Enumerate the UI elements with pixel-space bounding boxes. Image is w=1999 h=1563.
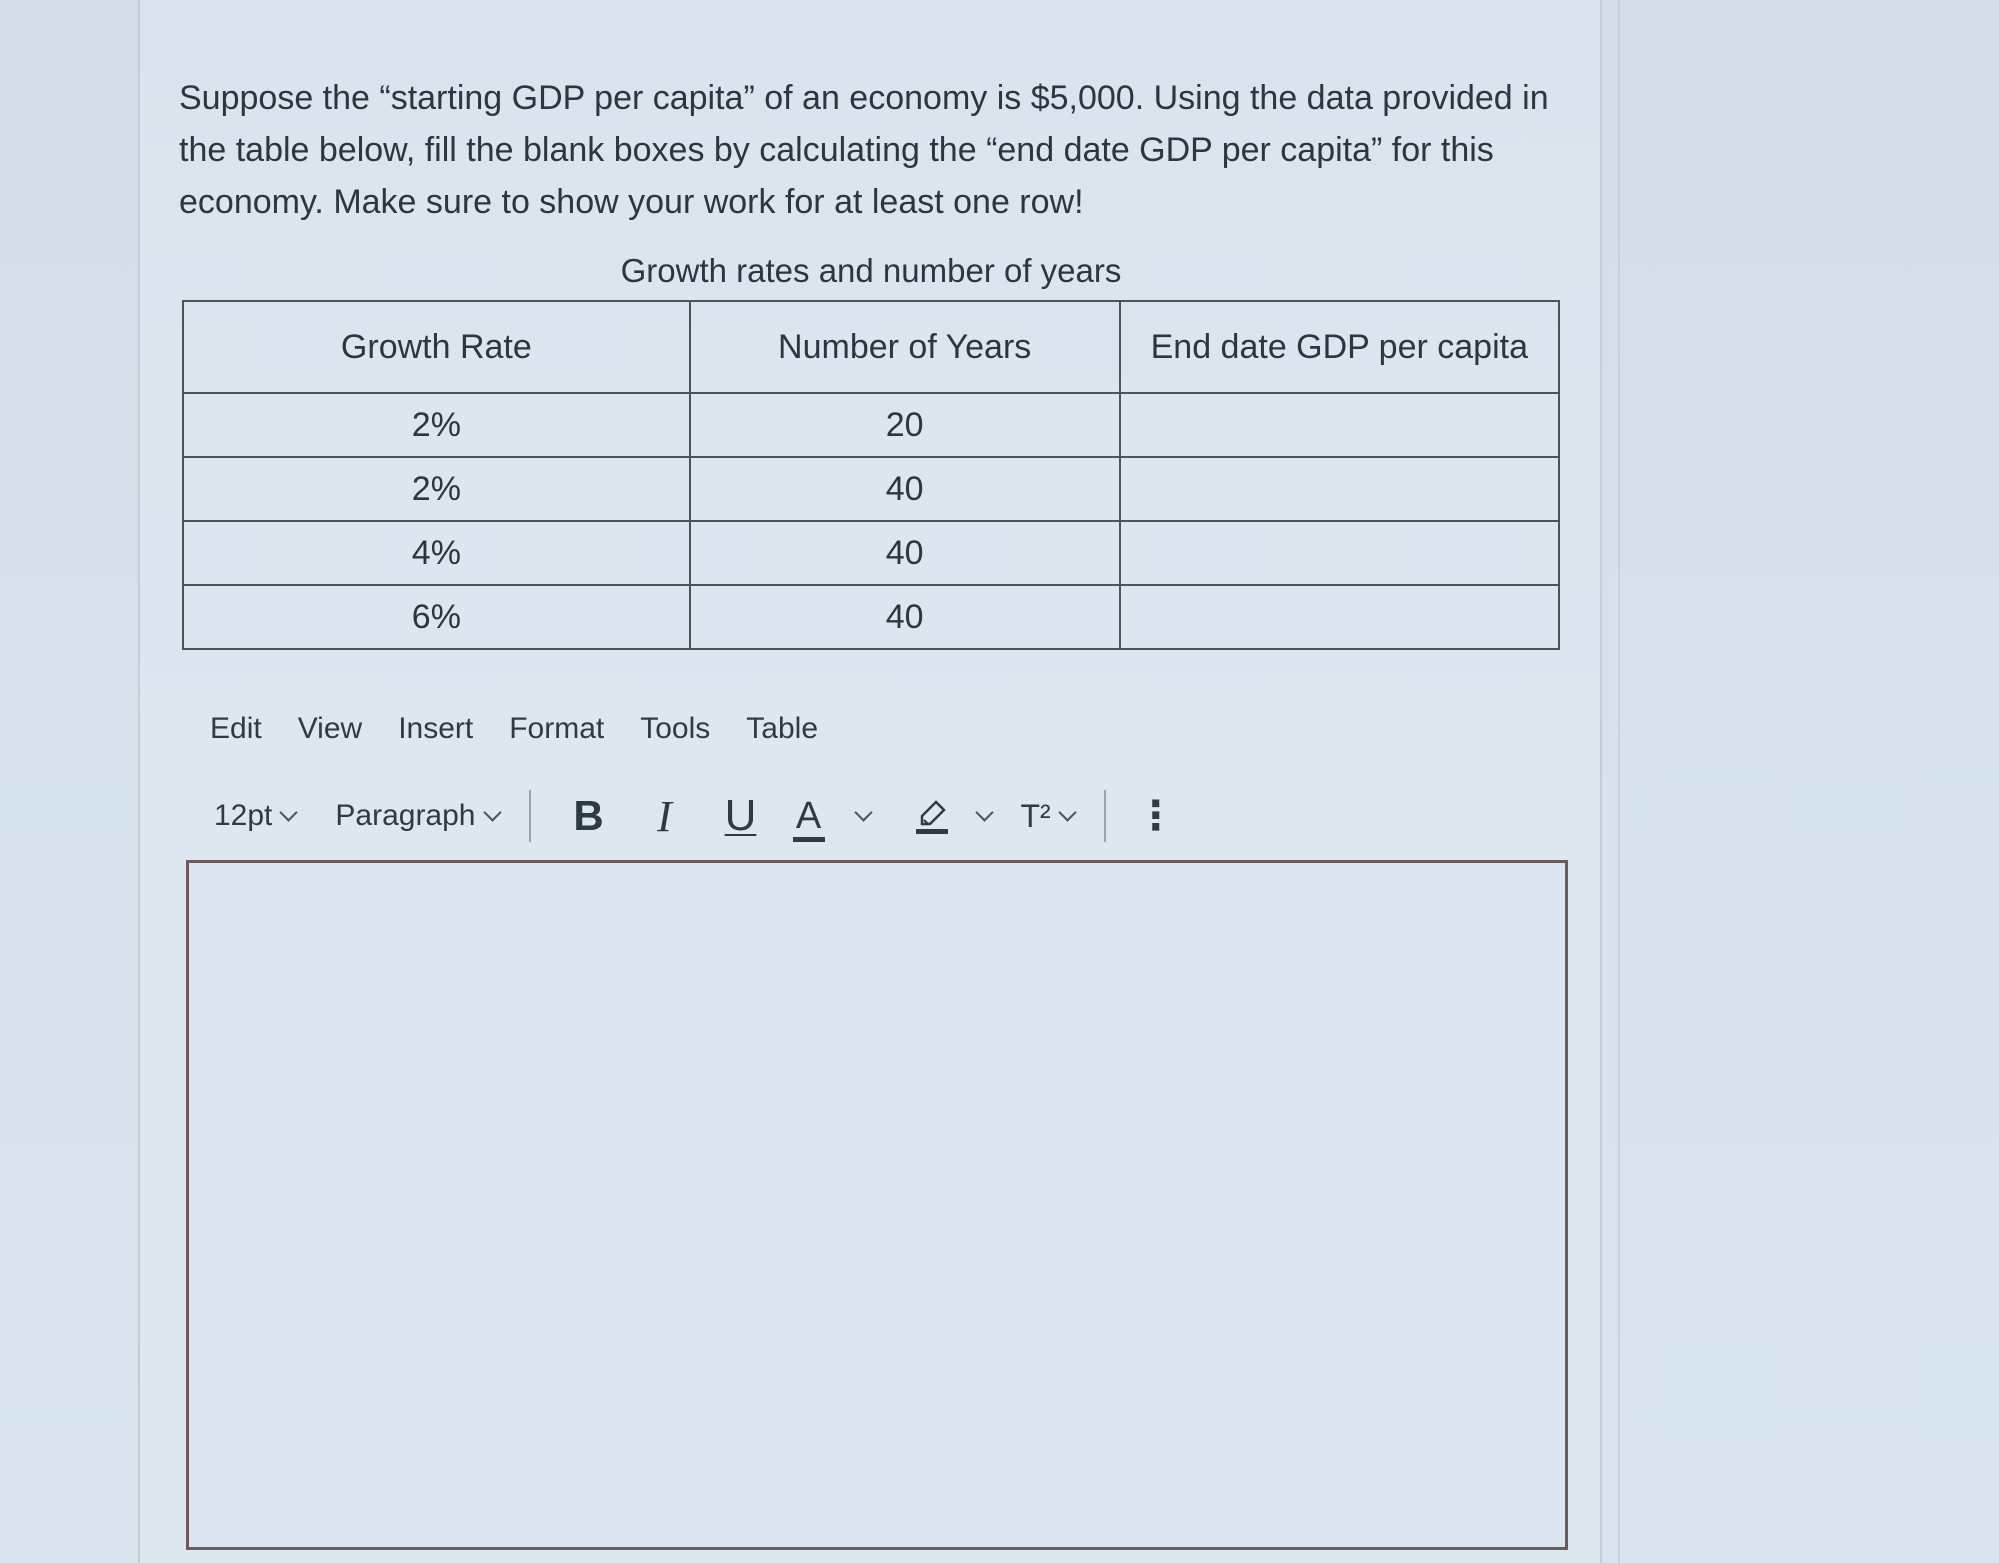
menu-edit[interactable]: Edit: [210, 712, 262, 745]
years-cell: 40: [690, 521, 1120, 585]
chevron-down-icon: [483, 803, 501, 821]
growth-rate-cell: 6%: [183, 585, 690, 649]
text-color-icon: A: [789, 795, 829, 838]
header-growth-rate: Growth Rate: [183, 301, 690, 393]
end-gdp-cell[interactable]: [1120, 521, 1559, 585]
font-size-select[interactable]: [214, 799, 295, 833]
editor-menubar: [210, 712, 818, 746]
chevron-down-icon: [975, 803, 993, 821]
chevron-down-icon: [1058, 803, 1076, 821]
table-row: [183, 521, 1559, 585]
table-header-row: [183, 301, 1559, 393]
table-row: [183, 585, 1559, 649]
growth-rate-cell: 4%: [183, 521, 690, 585]
years-cell: 20: [690, 393, 1120, 457]
table-row: [183, 457, 1559, 521]
growth-table: [182, 300, 1560, 650]
end-gdp-cell[interactable]: [1120, 393, 1559, 457]
chevron-down-icon: [854, 803, 872, 821]
toolbar-divider: [1104, 790, 1106, 842]
growth-rate-cell: 2%: [183, 393, 690, 457]
chevron-down-icon: [280, 803, 298, 821]
block-format-select[interactable]: [335, 799, 498, 833]
header-number-of-years: Number of Years: [690, 301, 1120, 393]
header-end-date-gdp: End date GDP per capita: [1120, 301, 1559, 393]
menu-view[interactable]: View: [297, 712, 363, 745]
end-gdp-cell[interactable]: [1120, 585, 1559, 649]
table-row: [183, 393, 1559, 457]
table-caption: Growth rates and number of years: [620, 252, 1122, 289]
highlighter-icon: [914, 796, 950, 836]
menu-insert[interactable]: Insert: [398, 712, 474, 745]
question-text: Suppose the “starting GDP per capita” of an economy is $5,000. Using the data provided in the table below, fill the blank boxes by calculating the “end date GDP per capita” for this economy. Make sure to show your work for at least one row!: [179, 79, 1549, 221]
superscript-icon: T²: [1020, 797, 1051, 834]
underline-button[interactable]: U: [724, 791, 757, 840]
editor-toolbar: [214, 786, 1176, 846]
menu-table[interactable]: Table: [746, 712, 818, 745]
font-size-value: 12pt: [214, 799, 273, 832]
divider: [1618, 0, 1620, 1563]
toolbar-divider: [529, 790, 531, 842]
block-format-value: Paragraph: [335, 799, 476, 832]
text-color-button[interactable]: [789, 795, 870, 838]
italic-button[interactable]: I: [657, 791, 672, 841]
highlight-color-button[interactable]: [914, 796, 991, 836]
rich-text-editor[interactable]: [186, 860, 1568, 1550]
bold-button[interactable]: B: [573, 792, 604, 839]
growth-rate-cell: 2%: [183, 457, 690, 521]
end-gdp-cell[interactable]: [1120, 457, 1559, 521]
more-vertical-icon[interactable]: ⋮: [1135, 794, 1176, 838]
menu-format[interactable]: Format: [509, 712, 605, 745]
superscript-button[interactable]: [1021, 798, 1074, 835]
menu-tools[interactable]: Tools: [640, 712, 711, 745]
years-cell: 40: [690, 585, 1120, 649]
years-cell: 40: [690, 457, 1120, 521]
